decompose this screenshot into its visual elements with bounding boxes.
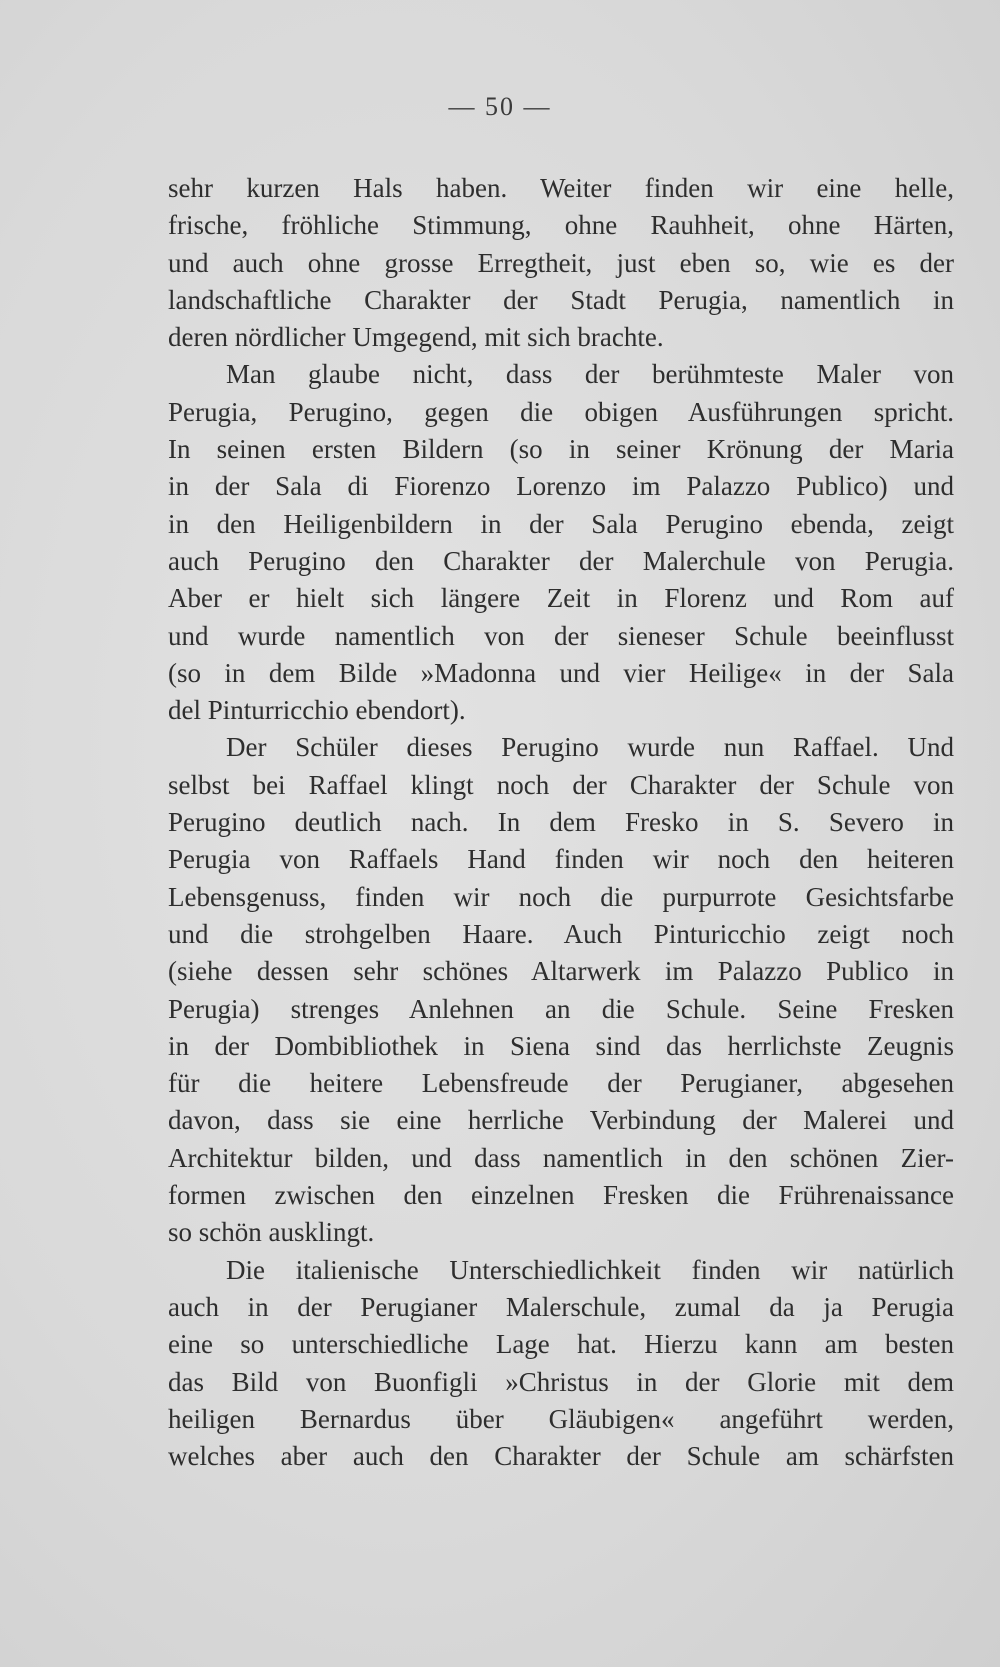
text-line: und auch ohne grosse Erregtheit, just eben so, wie es der — [168, 247, 954, 278]
text-line: Die italienische Unterschiedlichkeit finden wir natürlich — [226, 1254, 954, 1285]
text-line: formen zwischen den einzelnen Fresken die Frührenaissance — [168, 1180, 954, 1211]
text-line: Perugia von Raffaels Hand finden wir noch den heiteren — [168, 844, 954, 875]
text-line: Aber er hielt sich längere Zeit in Florenz und Rom auf — [168, 583, 954, 614]
text-line: auch Perugino den Charakter der Malerchule von Perugia. — [168, 545, 954, 576]
text-line: Man glaube nicht, dass der berühmteste Maler von — [226, 359, 954, 390]
text-line: frische, fröhliche Stimmung, ohne Rauhheit, ohne Härten, — [168, 210, 954, 241]
text-line: Lebensgenuss, finden wir noch die purpurrote Gesichtsfarbe — [168, 881, 954, 912]
text-line: eine so unterschiedliche Lage hat. Hierzu kann am besten — [168, 1329, 954, 1360]
text-line: für die heitere Lebensfreude der Perugianer, abgesehen — [168, 1068, 954, 1099]
text-line: das Bild von Buonfigli »Christus in der Glorie mit dem — [168, 1366, 954, 1397]
text-line: und die strohgelben Haare. Auch Pinturicchio zeigt noch — [168, 918, 954, 949]
text-line: davon, dass sie eine herrliche Verbindung der Malerei und — [168, 1105, 954, 1136]
body-text — [168, 170, 954, 1475]
text-line: (siehe dessen sehr schönes Altarwerk im Palazzo Publico in — [168, 956, 954, 987]
text-line: Perugino deutlich nach. In dem Fresko in S. Severo in — [168, 807, 954, 838]
text-line: del Pinturricchio ebendort). — [168, 695, 466, 726]
text-line: selbst bei Raffael klingt noch der Charakter der Schule von — [168, 769, 954, 800]
text-line: Der Schüler dieses Perugino wurde nun Raffael. Und — [226, 732, 954, 763]
text-line: Perugia) strenges Anlehnen an die Schule. Seine Fresken — [168, 993, 954, 1024]
text-line: welches aber auch den Charakter der Schule am schärfsten — [168, 1441, 954, 1472]
text-line: und wurde namentlich von der sieneser Schule beeinflusst — [168, 620, 954, 651]
text-line: sehr kurzen Hals haben. Weiter finden wir eine helle, — [168, 173, 954, 203]
text-line: (so in dem Bilde »Madonna und vier Heilige« in der Sala — [168, 657, 954, 688]
text-line: so schön ausklingt. — [168, 1217, 375, 1248]
text-line: In seinen ersten Bildern (so in seiner Krönung der Maria — [168, 434, 954, 465]
text-line: heiligen Bernardus über Gläubigen« angeführt werden, — [168, 1403, 954, 1434]
page-number: — 50 — — [448, 92, 552, 121]
text-line: in den Heiligenbildern in der Sala Perugino ebenda, zeigt — [168, 508, 954, 539]
text-line: Architektur bilden, und dass namentlich in den schönen Zier- — [168, 1142, 954, 1173]
text-line: Perugia, Perugino, gegen die obigen Ausführungen spricht. — [168, 396, 954, 427]
text-line: landschaftliche Charakter der Stadt Perugia, namentlich in — [168, 284, 954, 315]
text-line: in der Dombibliothek in Siena sind das herrlichste Zeugnis — [168, 1030, 954, 1061]
text-line: deren nördlicher Umgegend, mit sich brachte. — [168, 322, 664, 353]
text-line: auch in der Perugianer Malerschule, zumal da ja Perugia — [168, 1291, 954, 1322]
text-line: in der Sala di Fiorenzo Lorenzo im Palazzo Publico) und — [168, 471, 954, 502]
